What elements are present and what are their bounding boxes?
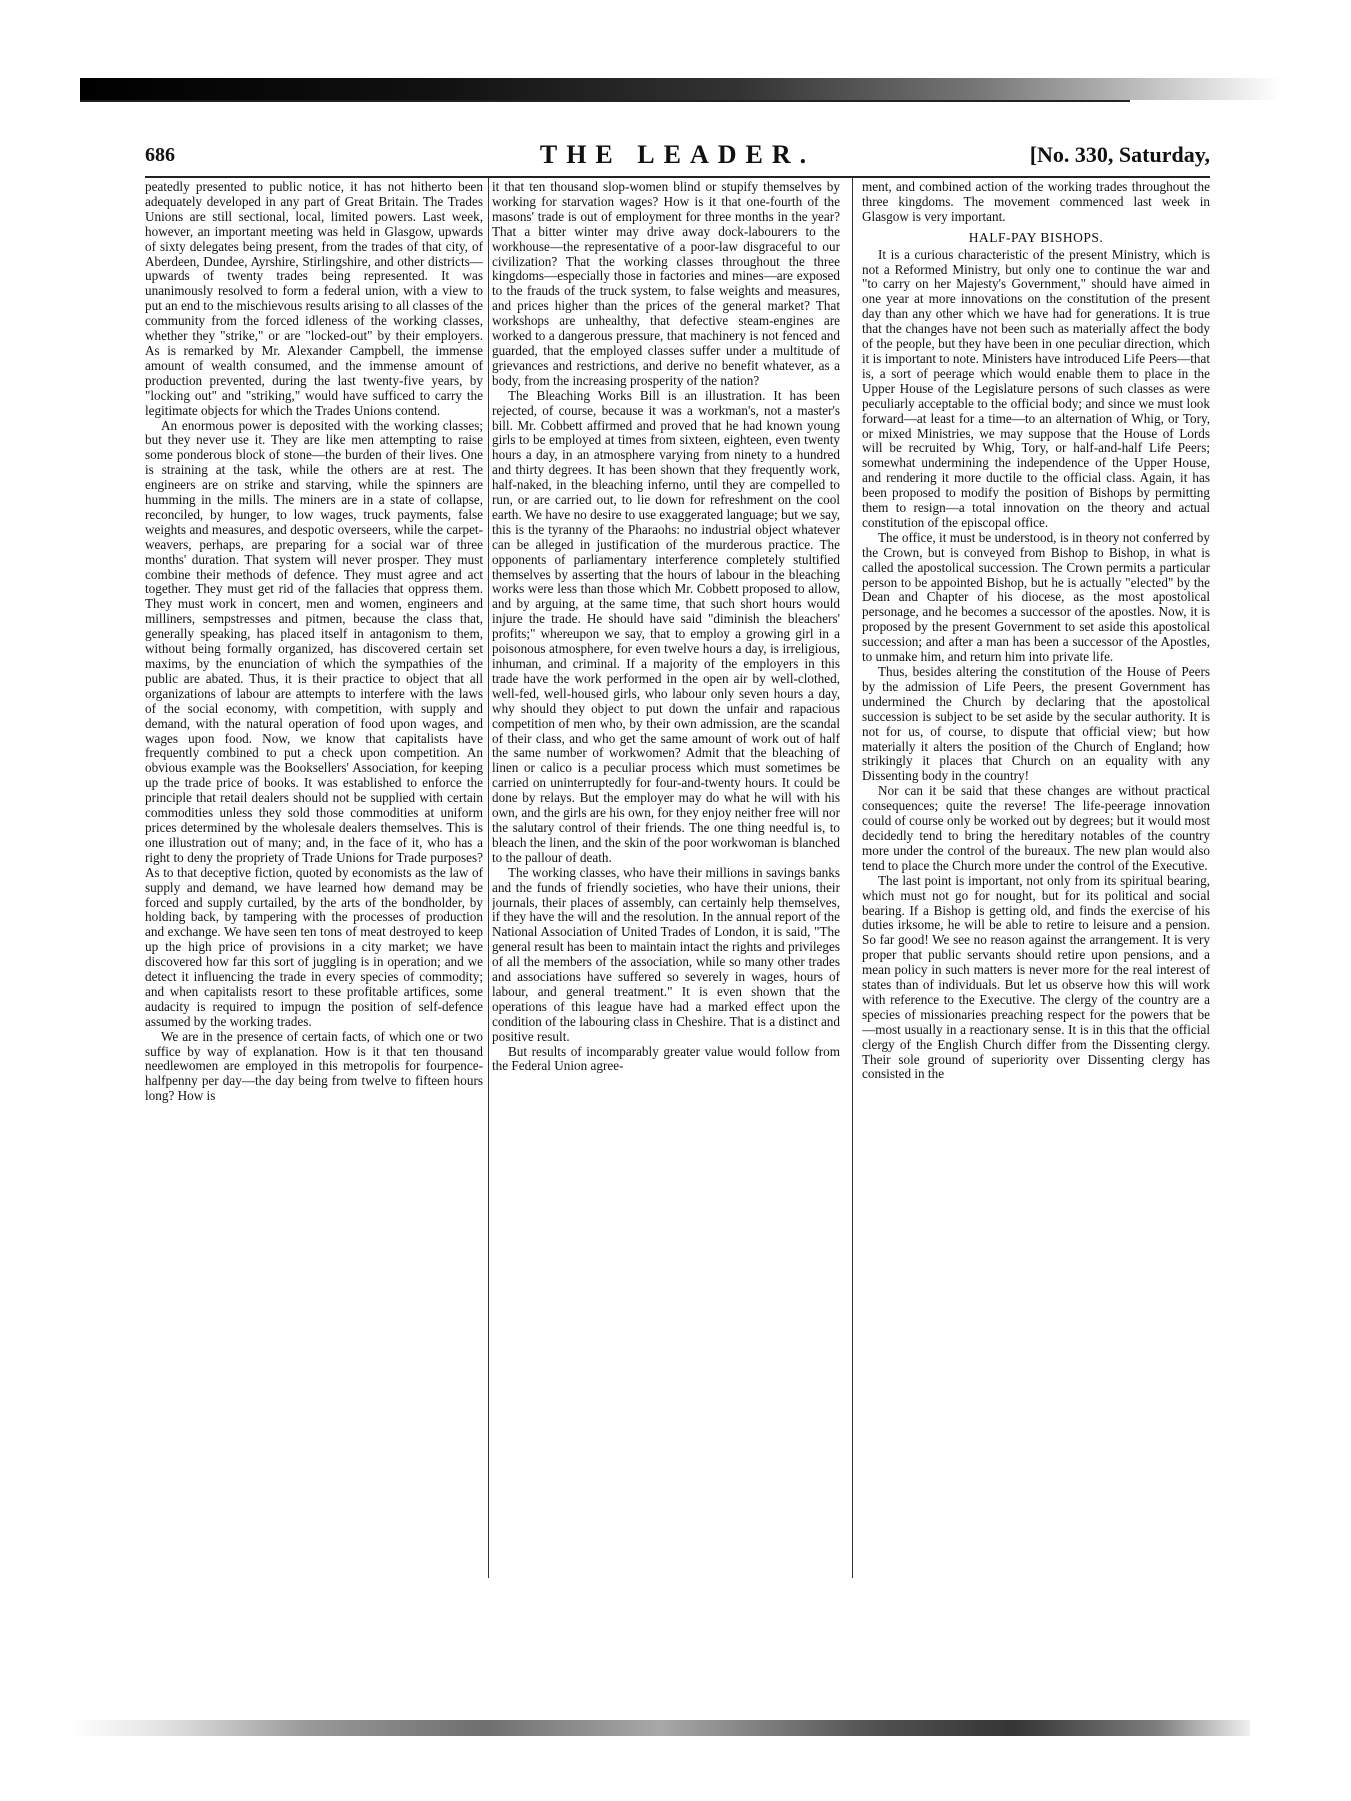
- paragraph: Thus, besides altering the constitution of the House of Peers by the admission of Life Peers, the present Government has undermined the Church by declaring that the apostolical succession is subject to be set aside by the secular authority. It is not for us, of course, to dispute that official view; but how materially it alters the position of the Church of England; how strikingly it places that Church on an equality with any Dissenting body in the country!: [862, 664, 1210, 784]
- paragraph: The Bleaching Works Bill is an illustration. It has been rejected, of course, because it was a workman's, not a master's bill. Mr. Cobbett affirmed and proved that he had known young girls to be employed at times from sixteen, eighteen, even twenty hours a day, in an atmosphere varying from ninety to a hundred and thirty degrees. It has been shown that they frequently work, half-naked, in the bleaching inferno, until they are compelled to run, or are carried out, to lie down for refreshment on the cool earth. We have no desire to use exaggerated language; but we say, this is the tyranny of the Pharaohs: no industrial object whatever can be alleged in justification of the murderous practice. The opponents of parliamentary interference completely stultified themselves by asserting that the hours of labour in the bleaching works were less than those which Mr. Cobbett proposed to allow, and by arguing, at the same time, that such short hours would injure the trade. He should have said "diminish the bleachers' profits;" whereupon we say, that to employ a growing girl in a poisonous atmosphere, for even twelve hours a day, is irreligious, inhuman, and criminal. If a majority of the employers in this trade have the work performed in the open air by well-clothed, well-fed, well-housed girls, who labour only seven hours a day, why should they object to put down the unfair and rapacious competition of men who, by their own admission, are the scandal of their class, and who get the same amount of work out of half the same number of workwomen? Admit that the bleaching of linen or calico is a peculiar process which must sometimes be carried on uninterruptedly for four-and-twenty hours. It could be done by relays. But the employer may do what he will with his own, and the girls are his own, for they enjoy neither free will nor the salutary control of their friends. The one thing needful is, to bleach the linen, and the skin of the poor workwoman is blanched to the pallour of death.: [492, 387, 840, 865]
- scan-edge-top: [80, 78, 1280, 100]
- paragraph: We are in the presence of certain facts, of which one or two suffice by way of explanation. How is it that ten thousand needlewomen are employed in this metropolis for fourpence-halfpenny per day—the day being from twelve to fifteen hours long? How is: [145, 1028, 483, 1104]
- paragraph: The office, it must be understood, is in theory not conferred by the Crown, but is conveyed from Bishop to Bishop, in what is called the apostolical succession. The Crown permits a particular person to be appointed Bishop, but he is actually "elected" by the Dean and Chapter of his diocese, as the most apostolical personage, and he becomes a successor of the apostles. Now, it is proposed by the present Government to set aside this apostolical succession; and after a man has been a successor of the Apostles, to unmake him, and return him into private life.: [862, 529, 1210, 665]
- paragraph: Nor can it be said that these changes are without practical consequences; quite the reverse! The life-peerage innovation could of course only be worked out by degrees; but it would most decidedly tend to bring the hereditary notables of the country more under the control of the bureaux. The new plan would also tend to place the Church more under the control of the Executive.: [862, 783, 1210, 873]
- paragraph: But results of incomparably greater value would follow from the Federal Union agree-: [492, 1043, 840, 1074]
- column-divider: [852, 178, 853, 1578]
- section-heading: HALF-PAY BISHOPS.: [968, 229, 1104, 245]
- paragraph: ment, and combined action of the working trades throughout the three kingdoms. The movement commenced last week in Glasgow is very important.: [862, 180, 1210, 224]
- paragraph: peatedly presented to public notice, it has not hitherto been adequately developed in any part of Great Britain. The Trades Unions are still sectional, local, limited powers. Last week, however, an important meeting was held in Glasgow, upwards of sixty delegates being present, from the trades of that city, of Aberdeen, Dundee, Ayrshire, Stirlingshire, and other districts—upwards of twenty trades being represented. It was unanimously resolved to form a federal union, with a view to put an end to the mischievous results arising to all classes of the community from the forced idleness of the working classes, whether they "strike," or are "locked-out" by their employers. As is remarked by Mr. Alexander Campbell, the immense amount of wealth consumed, and the immense amount of production prevented, during the last twenty-five years, by "locking out" and "striking," would have sufficed to carry the legitimate objects for which the Trades Unions contend.: [145, 180, 483, 418]
- paragraph: The last point is important, not only from its spiritual bearing, which must not go for nought, but for its political and social bearing. If a Bishop is getting old, and finds the exercise of his duties irksome, he will be able to retire to leisure and a pension. So far good! We see no reason against the arrangement. It is very proper that public servants should retire upon pensions, and a mean policy in such matters is never more for the real interest of states than of individuals. But let us observe how this will work with reference to the Executive. The clergy of the country are a species of missionaries preaching respect for the powers that be—most usually in a reactionary sense. It is in this that the official clergy of the English Church differ from the Dissenting clergy. Their sole ground of superiority over Dissenting clergy has consisted in the: [862, 872, 1210, 1082]
- column-divider: [488, 178, 489, 1578]
- paragraph: it that ten thousand slop-women blind or stupify themselves by working for starvation wages? How is it that one-fourth of the masons' trade is out of employment for three months in the year? That a bitter winter may drive away dock-labourers to the workhouse—the representative of a poor-law disgraceful to our civilization? That the working classes throughout the three kingdoms—especially those in factories and mines—are exposed to the frauds of the truck system, to false weights and measures, and prices higher than the prices of the general market? That workshops are unhealthy, that defective steam-engines are worked to a dangerous pressure, that machinery is not fenced and guarded, that the employed classes suffer under a multitude of grievances and restrictions, and derive no benefit whatever, as a body, from the increasing prosperity of the nation?: [492, 180, 840, 388]
- paragraph: The working classes, who have their millions in savings banks and the funds of friendly societies, who have their unions, their journals, their places of assembly, can certainly help themselves, if they have the will and the resolution. In the annual report of the National Association of United Trades of London, it is said, "The general result has been to maintain intact the rights and privileges of all the members of the association, while so many other trades and associations have suffered so severely in wages, hours of labour, and general treatment." It is even shown that the operations of this league have had a marked effect upon the condition of the labouring class in Cheshire. That is a distinct and positive result.: [492, 864, 840, 1044]
- page-number: 686: [145, 144, 175, 166]
- scan-edge-bottom: [70, 1720, 1250, 1736]
- paragraph: An enormous power is deposited with the working classes; but they never use it. They are like men attempting to raise some ponderous block of stone—the burden of their lives. One is straining at the task, while the others are at rest. The engineers are on strike and starving, while the spinners are humming in the mills. The miners are in a state of collapse, reconciled, by hunger, to low wages, truck payments, false weights and measures, and despotic overseers, while the carpet-weavers, perhaps, are preparing for a social war of three months' duration. That system will never prosper. They must combine their methods of defence. They must agree and act together. They must get rid of the fallacies that oppress them. They must work in concert, men and women, engineers and milliners, sempstresses and pitmen, because the class that, generally speaking, has placed itself in antagonism to them, without being formally organized, has discovered certain set maxims, by the enunciation of which the sympathies of the public are abated. Thus, it is their practice to object that all organizations of labour are attempts to interfere with the laws of the social economy, with competition, with supply and demand, with the natural operation of food upon wages, and wages upon food. Now, we know that capitalists have frequently combined to put a check upon competition. An obvious example was the Booksellers' Association, for keeping up the trade price of books. It was established to enforce the principle that retail dealers should not be supplied with certain commodities unless they sold those commodities at uniform prices determined by the wholesale dealers themselves. This is one illustration out of many; and, in the face of it, who has a right to deny the propriety of Trade Unions for Trade purposes? As to that deceptive fiction, quoted by economists as the law of supply and demand, we have learned how demand may be forced and supply curtailed, by the arts of the bondholder, by holding back, by tampering with the processes of production and exchange. We have seen ten tons of meat destroyed to keep up the high price of provisions in a city market; we have discovered how far this sort of juggling is in operation; and we detect it influencing the trade in every species of commodity; and when capitalists resort to these profitable artifices, some audacity is required to impugn the position of self-defence assumed by the working trades.: [145, 417, 483, 1029]
- issue-info: [No. 330, Saturday,: [1029, 142, 1210, 167]
- paragraph: It is a curious characteristic of the present Ministry, which is not a Reformed Ministry, but only one to continue the war and "to carry on her Majesty's Government," should have aimed in one year at more innovations on the constitution of the present day than any other which we have had for generations. It is true that the changes have not been such as materially affect the body of the people, but they have been in one peculiar direction, which it is important to note. Ministers have introduced Life Peers—that is, a sort of peerage which would enable them to place in the Upper House of the Legislature persons of such classes as were peculiarly acceptable to the official body; and since we must look forward—at least for a time—to an alternation of Whig, or Tory, or mixed Ministries, we may suppose that the House of Lords will be recruited by Whig, Tory, or half-and-half Life Peers; somewhat undermining the independence of the Upper House, and rendering it more ductile to the official class. Again, it has been proposed to modify the position of Bishops by permitting them to resign—a total innovation on the theory and actual constitution of the episcopal office.: [862, 246, 1210, 530]
- scan-edge-top-line: [80, 100, 1130, 102]
- column-2: [492, 180, 840, 1585]
- page-header: [145, 140, 1210, 176]
- header-rule: [145, 176, 1210, 178]
- column-1: [145, 180, 483, 1585]
- column-3: [862, 180, 1210, 1585]
- masthead-title: THE LEADER.: [539, 140, 816, 169]
